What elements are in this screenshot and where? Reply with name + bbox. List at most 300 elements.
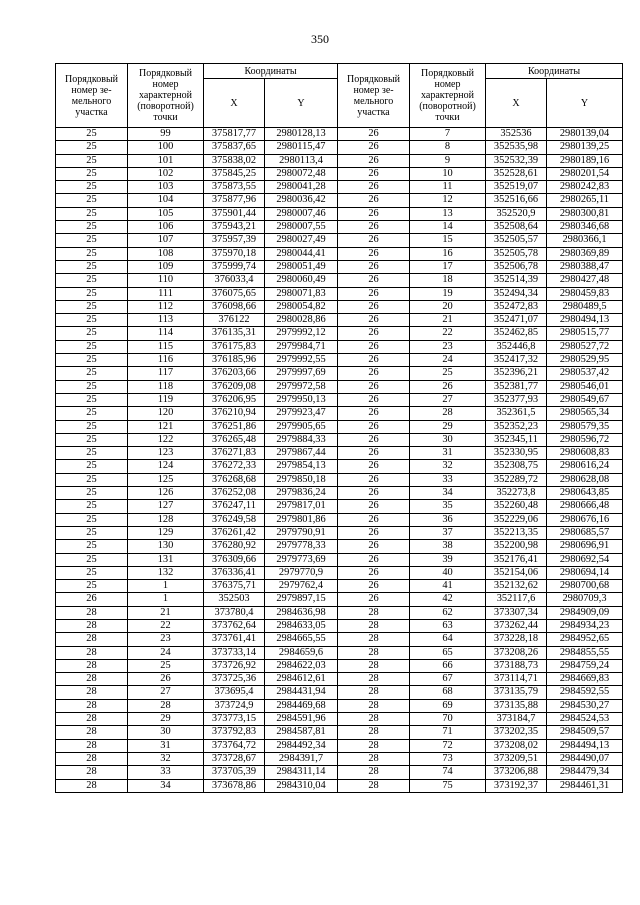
table-row bbox=[56, 513, 623, 526]
cell-y-coordinate: 2980189,16 bbox=[547, 154, 623, 167]
cell-parcel-number: 25 bbox=[56, 207, 128, 220]
cell-x-coordinate: 352132,62 bbox=[486, 580, 547, 593]
cell-point-number: 24 bbox=[128, 646, 204, 659]
cell-point-number: 23 bbox=[410, 340, 486, 353]
cell-point-number: 120 bbox=[128, 407, 204, 420]
cell-y-coordinate: 2980027,49 bbox=[265, 234, 338, 247]
cell-point-number: 21 bbox=[128, 606, 204, 619]
cell-x-coordinate: 375957,39 bbox=[204, 234, 265, 247]
table-row bbox=[56, 447, 623, 460]
cell-point-number: 14 bbox=[410, 221, 486, 234]
cell-y-coordinate: 2980201,54 bbox=[547, 167, 623, 180]
cell-x-coordinate: 352494,34 bbox=[486, 287, 547, 300]
cell-point-number: 69 bbox=[410, 699, 486, 712]
cell-parcel-number: 25 bbox=[56, 433, 128, 446]
cell-parcel-number: 25 bbox=[56, 420, 128, 433]
cell-parcel-number: 28 bbox=[56, 739, 128, 752]
cell-point-number: 118 bbox=[128, 380, 204, 393]
cell-y-coordinate: 2984591,96 bbox=[265, 713, 338, 726]
cell-y-coordinate: 2980051,49 bbox=[265, 260, 338, 273]
table-row bbox=[56, 128, 623, 141]
cell-parcel-number: 25 bbox=[56, 154, 128, 167]
cell-y-coordinate: 2980242,83 bbox=[547, 181, 623, 194]
cell-point-number: 22 bbox=[410, 327, 486, 340]
cell-parcel-number: 28 bbox=[56, 699, 128, 712]
cell-point-number: 23 bbox=[128, 633, 204, 646]
cell-point-number: 71 bbox=[410, 726, 486, 739]
cell-y-coordinate: 2979773,69 bbox=[265, 553, 338, 566]
cell-parcel-number: 26 bbox=[338, 580, 410, 593]
cell-x-coordinate: 376033,4 bbox=[204, 274, 265, 287]
cell-parcel-number: 26 bbox=[338, 473, 410, 486]
cell-parcel-number: 28 bbox=[56, 726, 128, 739]
cell-point-number: 36 bbox=[410, 513, 486, 526]
cell-x-coordinate: 373705,39 bbox=[204, 766, 265, 779]
cell-point-number: 39 bbox=[410, 553, 486, 566]
cell-parcel-number: 25 bbox=[56, 128, 128, 141]
cell-x-coordinate: 376375,71 bbox=[204, 580, 265, 593]
cell-point-number: 27 bbox=[410, 393, 486, 406]
table-row bbox=[56, 181, 623, 194]
table-row bbox=[56, 593, 623, 606]
cell-point-number: 109 bbox=[128, 260, 204, 273]
cell-x-coordinate: 376135,31 bbox=[204, 327, 265, 340]
cell-parcel-number: 28 bbox=[338, 713, 410, 726]
cell-x-coordinate: 376210,94 bbox=[204, 407, 265, 420]
cell-x-coordinate: 375877,96 bbox=[204, 194, 265, 207]
cell-parcel-number: 28 bbox=[338, 619, 410, 632]
cell-point-number: 40 bbox=[410, 566, 486, 579]
cell-y-coordinate: 2979854,13 bbox=[265, 460, 338, 473]
cell-point-number: 110 bbox=[128, 274, 204, 287]
cell-y-coordinate: 2980529,95 bbox=[547, 354, 623, 367]
page-number: 350 bbox=[311, 32, 329, 46]
cell-y-coordinate: 2979850,18 bbox=[265, 473, 338, 486]
cell-parcel-number: 26 bbox=[338, 141, 410, 154]
cell-y-coordinate: 2984461,31 bbox=[547, 779, 623, 792]
table-row bbox=[56, 726, 623, 739]
cell-y-coordinate: 2980044,41 bbox=[265, 247, 338, 260]
cell-point-number: 31 bbox=[128, 739, 204, 752]
cell-parcel-number: 25 bbox=[56, 141, 128, 154]
cell-y-coordinate: 2980696,91 bbox=[547, 540, 623, 553]
cell-y-coordinate: 2980515,77 bbox=[547, 327, 623, 340]
cell-parcel-number: 28 bbox=[338, 752, 410, 765]
cell-parcel-number: 25 bbox=[56, 287, 128, 300]
cell-parcel-number: 26 bbox=[338, 260, 410, 273]
cell-x-coordinate: 352330,95 bbox=[486, 447, 547, 460]
cell-x-coordinate: 352446,8 bbox=[486, 340, 547, 353]
cell-parcel-number: 25 bbox=[56, 500, 128, 513]
cell-parcel-number: 28 bbox=[338, 606, 410, 619]
cell-y-coordinate: 2980028,86 bbox=[265, 314, 338, 327]
cell-y-coordinate: 2980494,13 bbox=[547, 314, 623, 327]
cell-y-coordinate: 2980565,34 bbox=[547, 407, 623, 420]
cell-x-coordinate: 373792,83 bbox=[204, 726, 265, 739]
cell-point-number: 74 bbox=[410, 766, 486, 779]
cell-parcel-number: 28 bbox=[56, 779, 128, 792]
cell-x-coordinate: 373678,86 bbox=[204, 779, 265, 792]
cell-parcel-number: 25 bbox=[56, 340, 128, 353]
cell-point-number: 119 bbox=[128, 393, 204, 406]
cell-point-number: 123 bbox=[128, 447, 204, 460]
cell-point-number: 124 bbox=[128, 460, 204, 473]
cell-parcel-number: 26 bbox=[338, 553, 410, 566]
table-row bbox=[56, 713, 623, 726]
cell-x-coordinate: 352519,07 bbox=[486, 181, 547, 194]
cell-x-coordinate: 352520,9 bbox=[486, 207, 547, 220]
cell-point-number: 33 bbox=[128, 766, 204, 779]
cell-parcel-number: 28 bbox=[56, 606, 128, 619]
cell-x-coordinate: 376249,58 bbox=[204, 513, 265, 526]
cell-parcel-number: 25 bbox=[56, 447, 128, 460]
cell-point-number: 21 bbox=[410, 314, 486, 327]
cell-x-coordinate: 352289,72 bbox=[486, 473, 547, 486]
cell-x-coordinate: 375817,77 bbox=[204, 128, 265, 141]
cell-y-coordinate: 2980128,13 bbox=[265, 128, 338, 141]
cell-y-coordinate: 2980489,5 bbox=[547, 300, 623, 313]
table-row bbox=[56, 287, 623, 300]
cell-y-coordinate: 2980596,72 bbox=[547, 433, 623, 446]
cell-point-number: 99 bbox=[128, 128, 204, 141]
cell-y-coordinate: 2980527,72 bbox=[547, 340, 623, 353]
cell-parcel-number: 25 bbox=[56, 167, 128, 180]
cell-y-coordinate: 2984479,34 bbox=[547, 766, 623, 779]
table-row bbox=[56, 420, 623, 433]
cell-point-number: 19 bbox=[410, 287, 486, 300]
cell-y-coordinate: 2980071,83 bbox=[265, 287, 338, 300]
cell-point-number: 75 bbox=[410, 779, 486, 792]
table-row bbox=[56, 580, 623, 593]
cell-point-number: 42 bbox=[410, 593, 486, 606]
cell-y-coordinate: 2984636,98 bbox=[265, 606, 338, 619]
table-row bbox=[56, 686, 623, 699]
cell-x-coordinate: 352308,75 bbox=[486, 460, 547, 473]
cell-parcel-number: 28 bbox=[338, 699, 410, 712]
cell-x-coordinate: 352528,61 bbox=[486, 167, 547, 180]
cell-x-coordinate: 373262,44 bbox=[486, 619, 547, 632]
cell-y-coordinate: 2980643,85 bbox=[547, 487, 623, 500]
cell-point-number: 25 bbox=[410, 367, 486, 380]
cell-x-coordinate: 376075,65 bbox=[204, 287, 265, 300]
cell-x-coordinate: 376271,83 bbox=[204, 447, 265, 460]
cell-x-coordinate: 373728,67 bbox=[204, 752, 265, 765]
cell-y-coordinate: 2984530,27 bbox=[547, 699, 623, 712]
header-coordinates: Координаты bbox=[204, 64, 338, 79]
cell-point-number: 129 bbox=[128, 526, 204, 539]
cell-parcel-number: 28 bbox=[56, 673, 128, 686]
table-row bbox=[56, 473, 623, 486]
table-row bbox=[56, 460, 623, 473]
table-row bbox=[56, 673, 623, 686]
cell-x-coordinate: 352213,35 bbox=[486, 526, 547, 539]
cell-y-coordinate: 2984669,83 bbox=[547, 673, 623, 686]
cell-x-coordinate: 352505,78 bbox=[486, 247, 547, 260]
cell-y-coordinate: 2980300,81 bbox=[547, 207, 623, 220]
cell-point-number: 13 bbox=[410, 207, 486, 220]
cell-point-number: 28 bbox=[128, 699, 204, 712]
cell-point-number: 7 bbox=[410, 128, 486, 141]
cell-x-coordinate: 376251,86 bbox=[204, 420, 265, 433]
cell-point-number: 8 bbox=[410, 141, 486, 154]
cell-x-coordinate: 373209,51 bbox=[486, 752, 547, 765]
cell-parcel-number: 26 bbox=[338, 526, 410, 539]
cell-point-number: 112 bbox=[128, 300, 204, 313]
cell-point-number: 73 bbox=[410, 752, 486, 765]
cell-x-coordinate: 375901,44 bbox=[204, 207, 265, 220]
cell-parcel-number: 25 bbox=[56, 566, 128, 579]
cell-x-coordinate: 352417,32 bbox=[486, 354, 547, 367]
cell-point-number: 11 bbox=[410, 181, 486, 194]
table-body bbox=[56, 128, 623, 793]
cell-y-coordinate: 2984592,55 bbox=[547, 686, 623, 699]
cell-parcel-number: 28 bbox=[56, 713, 128, 726]
cell-point-number: 20 bbox=[410, 300, 486, 313]
cell-parcel-number: 26 bbox=[338, 300, 410, 313]
cell-point-number: 104 bbox=[128, 194, 204, 207]
cell-x-coordinate: 352229,06 bbox=[486, 513, 547, 526]
cell-point-number: 33 bbox=[410, 473, 486, 486]
cell-x-coordinate: 352536 bbox=[486, 128, 547, 141]
cell-parcel-number: 26 bbox=[338, 287, 410, 300]
cell-parcel-number: 25 bbox=[56, 473, 128, 486]
cell-parcel-number: 25 bbox=[56, 513, 128, 526]
cell-y-coordinate: 2980628,08 bbox=[547, 473, 623, 486]
cell-point-number: 30 bbox=[410, 433, 486, 446]
cell-parcel-number: 26 bbox=[338, 234, 410, 247]
header-point-number: Порядковый номер характерной (поворотной) точки bbox=[410, 64, 486, 128]
cell-point-number: 113 bbox=[128, 314, 204, 327]
header-point-number: Порядковый номер характерной (поворотной) точки bbox=[128, 64, 204, 128]
cell-y-coordinate: 2980007,55 bbox=[265, 221, 338, 234]
table-row bbox=[56, 247, 623, 260]
cell-y-coordinate: 2980579,35 bbox=[547, 420, 623, 433]
table-row bbox=[56, 566, 623, 579]
table-row bbox=[56, 234, 623, 247]
cell-y-coordinate: 2984934,23 bbox=[547, 619, 623, 632]
cell-parcel-number: 26 bbox=[338, 194, 410, 207]
cell-parcel-number: 25 bbox=[56, 367, 128, 380]
cell-x-coordinate: 376175,83 bbox=[204, 340, 265, 353]
cell-y-coordinate: 2984633,05 bbox=[265, 619, 338, 632]
cell-x-coordinate: 352117,6 bbox=[486, 593, 547, 606]
cell-point-number: 116 bbox=[128, 354, 204, 367]
cell-y-coordinate: 2984665,55 bbox=[265, 633, 338, 646]
cell-x-coordinate: 352345,11 bbox=[486, 433, 547, 446]
cell-point-number: 62 bbox=[410, 606, 486, 619]
cell-parcel-number: 28 bbox=[338, 726, 410, 739]
cell-parcel-number: 26 bbox=[338, 420, 410, 433]
cell-y-coordinate: 2984909,09 bbox=[547, 606, 623, 619]
cell-y-coordinate: 2979905,65 bbox=[265, 420, 338, 433]
cell-x-coordinate: 376268,68 bbox=[204, 473, 265, 486]
cell-y-coordinate: 2979770,9 bbox=[265, 566, 338, 579]
table-row bbox=[56, 221, 623, 234]
cell-x-coordinate: 376261,42 bbox=[204, 526, 265, 539]
cell-y-coordinate: 2980427,48 bbox=[547, 274, 623, 287]
cell-parcel-number: 26 bbox=[338, 181, 410, 194]
cell-y-coordinate: 2979778,33 bbox=[265, 540, 338, 553]
cell-x-coordinate: 373762,64 bbox=[204, 619, 265, 632]
cell-parcel-number: 25 bbox=[56, 274, 128, 287]
cell-parcel-number: 26 bbox=[338, 247, 410, 260]
cell-parcel-number: 28 bbox=[56, 633, 128, 646]
cell-y-coordinate: 2979836,24 bbox=[265, 487, 338, 500]
cell-point-number: 125 bbox=[128, 473, 204, 486]
cell-point-number: 126 bbox=[128, 487, 204, 500]
cell-parcel-number: 26 bbox=[338, 566, 410, 579]
cell-point-number: 37 bbox=[410, 526, 486, 539]
cell-y-coordinate: 2980346,68 bbox=[547, 221, 623, 234]
cell-parcel-number: 28 bbox=[338, 646, 410, 659]
cell-point-number: 128 bbox=[128, 513, 204, 526]
cell-y-coordinate: 2984952,65 bbox=[547, 633, 623, 646]
cell-point-number: 130 bbox=[128, 540, 204, 553]
cell-x-coordinate: 375873,55 bbox=[204, 181, 265, 194]
cell-x-coordinate: 352506,78 bbox=[486, 260, 547, 273]
cell-x-coordinate: 376252,08 bbox=[204, 487, 265, 500]
cell-x-coordinate: 352462,85 bbox=[486, 327, 547, 340]
cell-point-number: 18 bbox=[410, 274, 486, 287]
cell-parcel-number: 26 bbox=[338, 393, 410, 406]
table-row bbox=[56, 327, 623, 340]
cell-y-coordinate: 2980036,42 bbox=[265, 194, 338, 207]
cell-y-coordinate: 2980700,68 bbox=[547, 580, 623, 593]
cell-point-number: 68 bbox=[410, 686, 486, 699]
cell-parcel-number: 25 bbox=[56, 260, 128, 273]
cell-x-coordinate: 352352,23 bbox=[486, 420, 547, 433]
cell-y-coordinate: 2980369,89 bbox=[547, 247, 623, 260]
cell-x-coordinate: 373733,14 bbox=[204, 646, 265, 659]
cell-point-number: 1 bbox=[128, 580, 204, 593]
cell-y-coordinate: 2979897,15 bbox=[265, 593, 338, 606]
cell-x-coordinate: 373307,34 bbox=[486, 606, 547, 619]
cell-point-number: 66 bbox=[410, 659, 486, 672]
cell-x-coordinate: 376209,08 bbox=[204, 380, 265, 393]
table-row bbox=[56, 779, 623, 792]
cell-x-coordinate: 376247,11 bbox=[204, 500, 265, 513]
cell-point-number: 127 bbox=[128, 500, 204, 513]
cell-parcel-number: 28 bbox=[338, 686, 410, 699]
cell-point-number: 67 bbox=[410, 673, 486, 686]
cell-x-coordinate: 352260,48 bbox=[486, 500, 547, 513]
cell-point-number: 31 bbox=[410, 447, 486, 460]
cell-point-number: 65 bbox=[410, 646, 486, 659]
cell-y-coordinate: 2979992,12 bbox=[265, 327, 338, 340]
cell-x-coordinate: 352516,66 bbox=[486, 194, 547, 207]
cell-y-coordinate: 2979867,44 bbox=[265, 447, 338, 460]
cell-parcel-number: 25 bbox=[56, 526, 128, 539]
cell-point-number: 41 bbox=[410, 580, 486, 593]
coordinates-table bbox=[55, 63, 623, 793]
cell-x-coordinate: 376336,41 bbox=[204, 566, 265, 579]
cell-y-coordinate: 2980537,42 bbox=[547, 367, 623, 380]
cell-y-coordinate: 2980676,16 bbox=[547, 513, 623, 526]
table-row bbox=[56, 500, 623, 513]
cell-x-coordinate: 373780,4 bbox=[204, 606, 265, 619]
cell-point-number: 117 bbox=[128, 367, 204, 380]
table-row bbox=[56, 194, 623, 207]
cell-parcel-number: 26 bbox=[338, 487, 410, 500]
cell-point-number: 29 bbox=[128, 713, 204, 726]
cell-y-coordinate: 2980265,11 bbox=[547, 194, 623, 207]
cell-y-coordinate: 2979817,01 bbox=[265, 500, 338, 513]
cell-y-coordinate: 2980546,01 bbox=[547, 380, 623, 393]
cell-y-coordinate: 2984310,04 bbox=[265, 779, 338, 792]
cell-x-coordinate: 373114,71 bbox=[486, 673, 547, 686]
cell-x-coordinate: 352503 bbox=[204, 593, 265, 606]
cell-point-number: 122 bbox=[128, 433, 204, 446]
cell-y-coordinate: 2984431,94 bbox=[265, 686, 338, 699]
cell-y-coordinate: 2980139,25 bbox=[547, 141, 623, 154]
cell-y-coordinate: 2984587,81 bbox=[265, 726, 338, 739]
cell-parcel-number: 26 bbox=[338, 540, 410, 553]
cell-parcel-number: 26 bbox=[338, 274, 410, 287]
cell-x-coordinate: 352532,39 bbox=[486, 154, 547, 167]
cell-parcel-number: 25 bbox=[56, 580, 128, 593]
cell-parcel-number: 26 bbox=[338, 207, 410, 220]
cell-y-coordinate: 2980685,57 bbox=[547, 526, 623, 539]
cell-y-coordinate: 2979923,47 bbox=[265, 407, 338, 420]
cell-y-coordinate: 2984759,24 bbox=[547, 659, 623, 672]
cell-point-number: 38 bbox=[410, 540, 486, 553]
cell-parcel-number: 25 bbox=[56, 380, 128, 393]
cell-y-coordinate: 2979790,91 bbox=[265, 526, 338, 539]
cell-point-number: 35 bbox=[410, 500, 486, 513]
table-row bbox=[56, 300, 623, 313]
cell-y-coordinate: 2979950,13 bbox=[265, 393, 338, 406]
cell-y-coordinate: 2984524,53 bbox=[547, 713, 623, 726]
cell-y-coordinate: 2984494,13 bbox=[547, 739, 623, 752]
cell-parcel-number: 26 bbox=[338, 447, 410, 460]
cell-y-coordinate: 2984622,03 bbox=[265, 659, 338, 672]
cell-point-number: 106 bbox=[128, 221, 204, 234]
cell-parcel-number: 28 bbox=[338, 779, 410, 792]
cell-x-coordinate: 373188,73 bbox=[486, 659, 547, 672]
cell-point-number: 24 bbox=[410, 354, 486, 367]
cell-y-coordinate: 2984492,34 bbox=[265, 739, 338, 752]
table-row bbox=[56, 340, 623, 353]
cell-y-coordinate: 2980041,28 bbox=[265, 181, 338, 194]
cell-parcel-number: 28 bbox=[56, 619, 128, 632]
cell-point-number: 25 bbox=[128, 659, 204, 672]
cell-x-coordinate: 376280,92 bbox=[204, 540, 265, 553]
header-x: X bbox=[204, 79, 265, 128]
table-row bbox=[56, 433, 623, 446]
cell-parcel-number: 26 bbox=[338, 221, 410, 234]
table-row bbox=[56, 739, 623, 752]
cell-x-coordinate: 352273,8 bbox=[486, 487, 547, 500]
table-row bbox=[56, 553, 623, 566]
cell-parcel-number: 26 bbox=[56, 593, 128, 606]
table-row bbox=[56, 526, 623, 539]
cell-parcel-number: 28 bbox=[338, 766, 410, 779]
cell-point-number: 16 bbox=[410, 247, 486, 260]
cell-x-coordinate: 352154,06 bbox=[486, 566, 547, 579]
cell-parcel-number: 26 bbox=[338, 433, 410, 446]
cell-parcel-number: 28 bbox=[338, 739, 410, 752]
cell-x-coordinate: 375838,02 bbox=[204, 154, 265, 167]
cell-y-coordinate: 2979997,69 bbox=[265, 367, 338, 380]
cell-parcel-number: 26 bbox=[338, 367, 410, 380]
table-row bbox=[56, 699, 623, 712]
cell-x-coordinate: 352535,98 bbox=[486, 141, 547, 154]
cell-point-number: 29 bbox=[410, 420, 486, 433]
cell-x-coordinate: 373208,26 bbox=[486, 646, 547, 659]
cell-y-coordinate: 2979762,4 bbox=[265, 580, 338, 593]
cell-x-coordinate: 352176,41 bbox=[486, 553, 547, 566]
cell-x-coordinate: 373695,4 bbox=[204, 686, 265, 699]
